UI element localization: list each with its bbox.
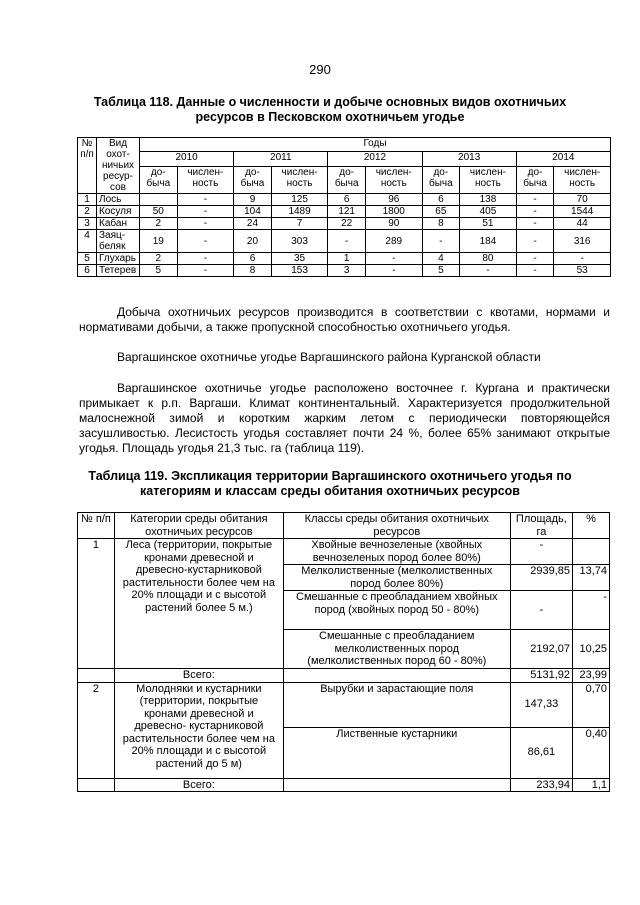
value-cell: -	[516, 265, 554, 277]
total-area: 5131,92	[510, 669, 572, 683]
total-label: Всего:	[114, 778, 283, 792]
value-cell: 9	[234, 194, 272, 206]
value-cell: -	[516, 194, 554, 206]
value-cell: 50	[140, 206, 178, 218]
species-name: Лось	[97, 194, 140, 206]
value-cell: -	[554, 253, 611, 265]
year-header: 2013	[422, 152, 516, 166]
value-cell: 138	[460, 194, 517, 206]
value-cell: -	[177, 230, 234, 253]
paragraph-quotas: Добыча охотничьих ресурсов производится в соответствии с квотами, нормами и нормативами добычи, а также пропускной способностью охотничьего угодья.	[79, 305, 610, 334]
value-cell: 44	[554, 218, 611, 230]
value-cell: 24	[234, 218, 272, 230]
col-header-percent: %	[573, 513, 610, 539]
class-cell: Смешанные с преобладанием мелколиственных пород (мелколиственных пород 60 - 80%)	[283, 630, 510, 669]
percent-cell: 10,25	[573, 630, 610, 669]
species-name: Кабан	[97, 218, 140, 230]
value-cell: 1544	[554, 206, 611, 218]
subheader-population: числен-ность	[177, 166, 234, 193]
table-row	[78, 253, 611, 265]
value-cell: 5	[140, 265, 178, 277]
area-cell: 86,61	[510, 727, 572, 778]
value-cell: 405	[460, 206, 517, 218]
table-row	[78, 682, 610, 727]
table-row	[78, 194, 611, 206]
col-header-class: Классы среды обитания охотничьих ресурсов	[283, 513, 510, 539]
value-cell: -	[177, 218, 234, 230]
value-cell: -	[177, 206, 234, 218]
value-cell: 125	[271, 194, 328, 206]
value-cell: 121	[328, 206, 366, 218]
value-cell: 22	[328, 218, 366, 230]
subheader-harvest: до-бычa	[140, 166, 178, 193]
table-row	[78, 206, 611, 218]
value-cell: 316	[554, 230, 611, 253]
value-cell: 8	[234, 265, 272, 277]
value-cell: 153	[271, 265, 328, 277]
value-cell: 6	[328, 194, 366, 206]
year-header: 2014	[516, 152, 610, 166]
value-cell: 19	[140, 230, 178, 253]
col-header-num: № п/п	[78, 513, 115, 539]
value-cell: 6	[234, 253, 272, 265]
value-cell: -	[365, 253, 422, 265]
row-num: 1	[78, 194, 97, 206]
total-percent: 23,99	[573, 669, 610, 683]
value-cell: 53	[554, 265, 611, 277]
section-heading: Варгашинское охотничье угодье Варгашинского района Курганской области	[117, 350, 541, 364]
subheader-harvest: до-бычa	[516, 166, 554, 193]
group-category: Молодняки и кустарники (территории, покрытые кронами древесной и древесно- кустарниковой растительности более чем на 20% площади и с высотой растений до 5 м)	[114, 682, 283, 778]
value-cell: -	[516, 230, 554, 253]
value-cell: 3	[328, 265, 366, 277]
total-percent: 1,1	[573, 778, 610, 792]
value-cell: 35	[271, 253, 328, 265]
species-name: Глухарь	[97, 253, 140, 265]
value-cell: 90	[365, 218, 422, 230]
percent-cell: 0,40	[573, 727, 610, 778]
row-num: 3	[78, 218, 97, 230]
group-num: 1	[78, 539, 115, 669]
row-num: 2	[78, 206, 97, 218]
value-cell: 80	[460, 253, 517, 265]
value-cell: 1800	[365, 206, 422, 218]
species-name: Косуля	[97, 206, 140, 218]
species-name: Заяц-беляк	[97, 230, 140, 253]
subheader-population: числен-ность	[271, 166, 328, 193]
percent-cell: 13,74	[573, 565, 610, 591]
value-cell	[140, 194, 178, 206]
year-header: 2010	[140, 152, 234, 166]
value-cell: -	[365, 265, 422, 277]
table-119-title: Таблица 119. Экспликация территории Варгашинского охотничьего угодья по категориям и классам среды обитания охотничьих ресурсов	[88, 469, 572, 498]
table-row	[78, 218, 611, 230]
value-cell: 65	[422, 206, 460, 218]
table-119	[77, 512, 610, 792]
value-cell: 4	[422, 253, 460, 265]
row-num: 5	[78, 253, 97, 265]
total-area: 233,94	[510, 778, 572, 792]
col-header-num: № п/п	[78, 138, 97, 194]
group-category: Леса (территории, покрытые кронами древесной и древесно-кустарниковой растительности более чем на 20% площади и с высотой растений более 5 м.)	[114, 539, 283, 669]
row-num: 6	[78, 265, 97, 277]
subheader-harvest: до-бычa	[422, 166, 460, 193]
page-number: 290	[309, 62, 331, 77]
subheader-population: числен-ность	[554, 166, 611, 193]
table-row	[78, 539, 610, 565]
value-cell: 184	[460, 230, 517, 253]
area-cell: 147,33	[510, 682, 572, 727]
total-row	[78, 778, 610, 792]
value-cell: 51	[460, 218, 517, 230]
table-row	[78, 230, 611, 253]
year-header: 2012	[328, 152, 422, 166]
value-cell: 20	[234, 230, 272, 253]
value-cell: 6	[422, 194, 460, 206]
class-cell: Лиственные кустарники	[283, 727, 510, 778]
value-cell: 303	[271, 230, 328, 253]
value-cell: 104	[234, 206, 272, 218]
percent-cell: -	[573, 591, 610, 630]
year-header: 2011	[234, 152, 328, 166]
subheader-population: числен-ность	[460, 166, 517, 193]
value-cell: 7	[271, 218, 328, 230]
species-name: Тетерев	[97, 265, 140, 277]
total-label: Всего:	[114, 669, 283, 683]
percent-cell: 0,70	[573, 682, 610, 727]
col-header-area: Площадь, га	[510, 513, 572, 539]
col-header-category: Категории среды обитания охотничьих ресурсов	[114, 513, 283, 539]
value-cell: -	[460, 265, 517, 277]
row-num: 4	[78, 230, 97, 253]
value-cell: -	[177, 265, 234, 277]
value-cell: 1	[328, 253, 366, 265]
value-cell: -	[516, 206, 554, 218]
table-118	[77, 137, 611, 277]
subheader-population: числен-ность	[365, 166, 422, 193]
percent-cell	[573, 539, 610, 565]
value-cell: -	[177, 194, 234, 206]
subheader-harvest: до-бычa	[234, 166, 272, 193]
class-cell: Мелколиственные (мелколиственных пород более 80%)	[283, 565, 510, 591]
value-cell: 70	[554, 194, 611, 206]
paragraph-description: Варгашинское охотничье угодье расположено восточнее г. Кургана и практически примыкает к р.п. Варгаши. Климат континентальный. Характеризуется продолжительной малоснежной зимой и коротким жарким летом с периодически повторяющейся засушливостью. Лесистость угодья составляет почти 24 %, более 65% занимают открытые угодья. Площадь угодья 21,3 тыс. га (таблица 119).	[79, 381, 610, 455]
value-cell: 289	[365, 230, 422, 253]
value-cell: 1489	[271, 206, 328, 218]
subheader-harvest: до-бычa	[328, 166, 366, 193]
value-cell: 8	[422, 218, 460, 230]
class-cell: Хвойные вечнозеленые (хвойных вечнозеленых пород более 80%)	[283, 539, 510, 565]
value-cell: 5	[422, 265, 460, 277]
area-cell: 2192,07	[510, 630, 572, 669]
value-cell: 2	[140, 218, 178, 230]
col-header-type: Вид охот-ничьих ресур-сов	[97, 138, 140, 194]
class-cell: Смешанные с преобладанием хвойных пород (хвойных пород 50 - 80%)	[283, 591, 510, 630]
value-cell: -	[516, 253, 554, 265]
area-cell: 2939,85	[510, 565, 572, 591]
value-cell: -	[516, 218, 554, 230]
value-cell: 2	[140, 253, 178, 265]
table-118-title: Таблица 118. Данные о численности и добыче основных видов охотничьих ресурсов в Песковском охотничьем угодье	[93, 95, 567, 124]
value-cell: -	[422, 230, 460, 253]
total-row	[78, 669, 610, 683]
area-cell: -	[510, 591, 572, 630]
col-header-years: Годы	[140, 138, 611, 152]
value-cell: -	[177, 253, 234, 265]
area-cell: -	[510, 539, 572, 565]
value-cell: 96	[365, 194, 422, 206]
group-num: 2	[78, 682, 115, 778]
class-cell: Вырубки и зарастающие поля	[283, 682, 510, 727]
table-row	[78, 265, 611, 277]
value-cell: -	[328, 230, 366, 253]
